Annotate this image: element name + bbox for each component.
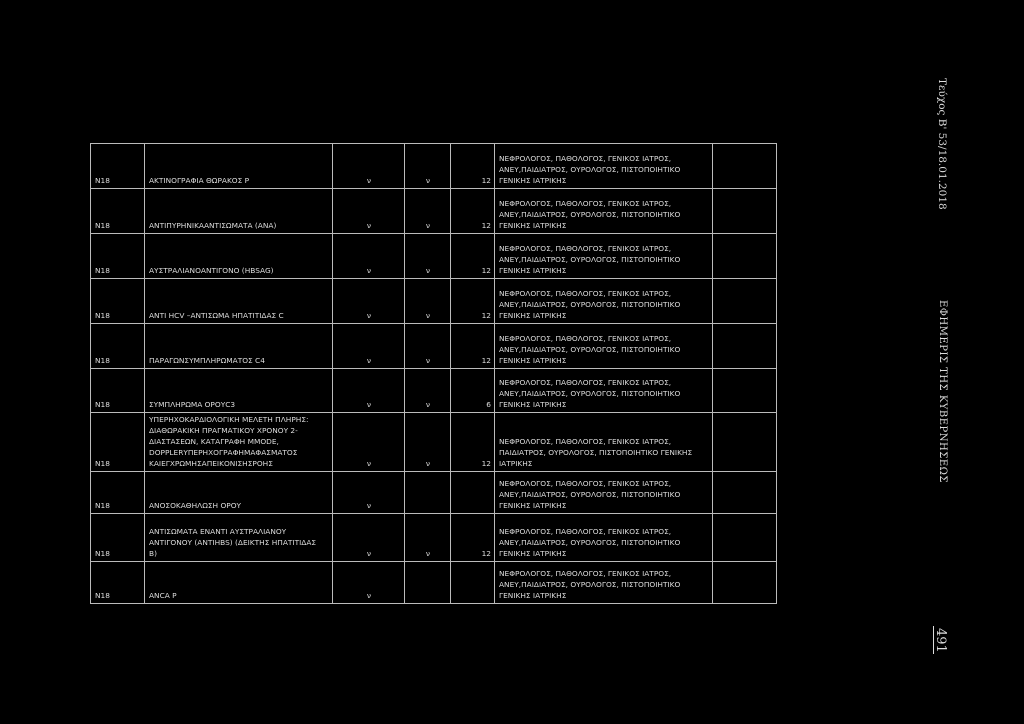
row-count: 6 xyxy=(451,369,495,413)
row-flag-b: ν xyxy=(405,234,451,279)
row-count xyxy=(451,472,495,514)
row-empty-cell xyxy=(713,189,777,234)
row-count: 12 xyxy=(451,279,495,324)
row-specialties: ΝΕΦΡΟΛΟΓΟΣ, ΠΑΘΟΛΟΓΟΣ, ΓΕΝΙΚΟΣ ΙΑΤΡΟΣ, ΑΝΕΥ,ΠΑΙΔΙΑΤΡΟΣ, ΟΥΡΟΛΟΓΟΣ, ΠΙΣΤΟΠΟΙΗΤΙΚΟ ΓΕΝΙΚΗΣ ΙΑΤΡΙΚΗΣ xyxy=(495,562,713,604)
row-code: N18 xyxy=(91,189,145,234)
row-empty-cell xyxy=(713,324,777,369)
row-empty-cell xyxy=(713,514,777,562)
row-specialties: ΝΕΦΡΟΛΟΓΟΣ, ΠΑΘΟΛΟΓΟΣ, ΓΕΝΙΚΟΣ ΙΑΤΡΟΣ, ΑΝΕΥ,ΠΑΙΔΙΑΤΡΟΣ, ΟΥΡΟΛΟΓΟΣ, ΠΙΣΤΟΠΟΙΗΤΙΚΟ ΓΕΝΙΚΗΣ ΙΑΤΡΙΚΗΣ xyxy=(495,279,713,324)
row-flag-b: ν xyxy=(405,279,451,324)
row-empty-cell xyxy=(713,562,777,604)
page-number-label: 491 xyxy=(933,628,948,653)
row-code: N18 xyxy=(91,144,145,189)
row-code: N18 xyxy=(91,279,145,324)
row-specialties: ΝΕΦΡΟΛΟΓΟΣ, ΠΑΘΟΛΟΓΟΣ, ΓΕΝΙΚΟΣ ΙΑΤΡΟΣ, ΑΝΕΥ,ΠΑΙΔΙΑΤΡΟΣ, ΟΥΡΟΛΟΓΟΣ, ΠΙΣΤΟΠΟΙΗΤΙΚΟ ΓΕΝΙΚΗΣ ΙΑΤΡΙΚΗΣ xyxy=(495,472,713,514)
table-row xyxy=(91,472,777,514)
row-exam-name: ΑΝΤΙΠΥΡΗΝΙΚΑΑΝΤΙΣΩΜΑΤΑ (ANA) xyxy=(145,189,333,234)
row-count: 12 xyxy=(451,514,495,562)
table-row xyxy=(91,324,777,369)
row-empty-cell xyxy=(713,413,777,472)
row-count: 12 xyxy=(451,324,495,369)
row-count: 12 xyxy=(451,189,495,234)
row-flag-b: ν xyxy=(405,324,451,369)
issue-label: Τεύχος Β' 53/18.01.2018 xyxy=(936,78,948,210)
row-flag-a: ν xyxy=(333,279,405,324)
row-specialties: ΝΕΦΡΟΛΟΓΟΣ, ΠΑΘΟΛΟΓΟΣ, ΓΕΝΙΚΟΣ ΙΑΤΡΟΣ, ΑΝΕΥ,ΠΑΙΔΙΑΤΡΟΣ, ΟΥΡΟΛΟΓΟΣ, ΠΙΣΤΟΠΟΙΗΤΙΚΟ ΓΕΝΙΚΗΣ ΙΑΤΡΙΚΗΣ xyxy=(495,514,713,562)
row-specialties: ΝΕΦΡΟΛΟΓΟΣ, ΠΑΘΟΛΟΓΟΣ, ΓΕΝΙΚΟΣ ΙΑΤΡΟΣ, ΑΝΕΥ,ΠΑΙΔΙΑΤΡΟΣ, ΟΥΡΟΛΟΓΟΣ, ΠΙΣΤΟΠΟΙΗΤΙΚΟ ΓΕΝΙΚΗΣ ΙΑΤΡΙΚΗΣ xyxy=(495,144,713,189)
row-code: N18 xyxy=(91,369,145,413)
row-empty-cell xyxy=(713,279,777,324)
row-exam-name: ΣΥΜΠΛΗΡΩΜΑ ΟΡΟΥC3 xyxy=(145,369,333,413)
row-code: N18 xyxy=(91,413,145,472)
table-row xyxy=(91,189,777,234)
row-exam-name: ANCA P xyxy=(145,562,333,604)
row-code: N18 xyxy=(91,234,145,279)
row-flag-b: ν xyxy=(405,514,451,562)
exam-table xyxy=(90,143,777,604)
row-flag-a: ν xyxy=(333,413,405,472)
row-flag-a: ν xyxy=(333,234,405,279)
row-count: 12 xyxy=(451,413,495,472)
row-flag-a: ν xyxy=(333,369,405,413)
row-empty-cell xyxy=(713,369,777,413)
row-flag-b xyxy=(405,472,451,514)
gazette-title: ΕΦΗΜΕΡΙΣ ΤΗΣ ΚΥΒΕΡΝΗΣΕΩΣ xyxy=(937,300,948,483)
table-row xyxy=(91,562,777,604)
row-flag-a: ν xyxy=(333,472,405,514)
row-empty-cell xyxy=(713,234,777,279)
table-row xyxy=(91,514,777,562)
table-row xyxy=(91,234,777,279)
row-code: N18 xyxy=(91,514,145,562)
table-row xyxy=(91,369,777,413)
row-count: 12 xyxy=(451,144,495,189)
row-exam-name: ΥΠΕΡΗΧΟΚΑΡΔΙΟΛΟΓΙΚΗ ΜΕΛΕΤΗ ΠΛΗΡΗΣ: ΔΙΑΘΩΡΑΚΙΚΗ ΠΡΑΓΜΑΤΙΚΟΥ ΧΡΟΝΟΥ 2- ΔΙΑΣΤΑΣΕΩΝ, ΚΑΤΑΓΡΑΦΗ MMODE, DOPPLERΥΠΕΡΗΧΟΓΡΑΦΗΜΑΦΑΣΜΑΤΟΣ ΚΑΙΕΓΧΡΩΜΗΣΑΠΕΙΚΟΝΙΣΗΣΡΟΗΣ xyxy=(145,413,333,472)
table-row xyxy=(91,144,777,189)
table-body xyxy=(91,144,777,604)
row-flag-b xyxy=(405,562,451,604)
row-specialties: ΝΕΦΡΟΛΟΓΟΣ, ΠΑΘΟΛΟΓΟΣ, ΓΕΝΙΚΟΣ ΙΑΤΡΟΣ, ΠΑΙΔΙΑΤΡΟΣ, ΟΥΡΟΛΟΓΟΣ, ΠΙΣΤΟΠΟΙΗΤΙΚΟ ΓΕΝΙΚΗΣ ΙΑΤΡΙΚΗΣ xyxy=(495,413,713,472)
row-exam-name: ΑΝΤΙΣΩΜΑΤΑ ΕΝΑΝΤΙ ΑΥΣΤΡΑΛΙΑΝΟΥ ΑΝΤΙΓΟΝΟΥ (ANTIHBS) (ΔΕΙΚΤΗΣ ΗΠΑΤΙΤΙΔΑΣ B) xyxy=(145,514,333,562)
row-specialties: ΝΕΦΡΟΛΟΓΟΣ, ΠΑΘΟΛΟΓΟΣ, ΓΕΝΙΚΟΣ ΙΑΤΡΟΣ, ΑΝΕΥ,ΠΑΙΔΙΑΤΡΟΣ, ΟΥΡΟΛΟΓΟΣ, ΠΙΣΤΟΠΟΙΗΤΙΚΟ ΓΕΝΙΚΗΣ ΙΑΤΡΙΚΗΣ xyxy=(495,189,713,234)
row-exam-name: ΑΝΟΣΟΚΑΘΗΛΩΣΗ ΟΡΟΥ xyxy=(145,472,333,514)
row-count xyxy=(451,562,495,604)
row-flag-a: ν xyxy=(333,144,405,189)
row-exam-name: ΑΥΣΤΡΑΛΙΑΝΟΑΝΤΙΓΟΝΟ (HBSAG) xyxy=(145,234,333,279)
row-flag-a: ν xyxy=(333,189,405,234)
row-code: N18 xyxy=(91,324,145,369)
row-specialties: ΝΕΦΡΟΛΟΓΟΣ, ΠΑΘΟΛΟΓΟΣ, ΓΕΝΙΚΟΣ ΙΑΤΡΟΣ, ΑΝΕΥ,ΠΑΙΔΙΑΤΡΟΣ, ΟΥΡΟΛΟΓΟΣ, ΠΙΣΤΟΠΟΙΗΤΙΚΟ ΓΕΝΙΚΗΣ ΙΑΤΡΙΚΗΣ xyxy=(495,324,713,369)
row-empty-cell xyxy=(713,144,777,189)
row-empty-cell xyxy=(713,472,777,514)
row-exam-name: ANTI HCV –ΑΝΤΙΣΩΜΑ ΗΠΑΤΙΤΙΔΑΣ C xyxy=(145,279,333,324)
table-row xyxy=(91,279,777,324)
row-flag-a: ν xyxy=(333,562,405,604)
row-flag-b: ν xyxy=(405,369,451,413)
row-flag-b: ν xyxy=(405,144,451,189)
row-specialties: ΝΕΦΡΟΛΟΓΟΣ, ΠΑΘΟΛΟΓΟΣ, ΓΕΝΙΚΟΣ ΙΑΤΡΟΣ, ΑΝΕΥ,ΠΑΙΔΙΑΤΡΟΣ, ΟΥΡΟΛΟΓΟΣ, ΠΙΣΤΟΠΟΙΗΤΙΚΟ ΓΕΝΙΚΗΣ ΙΑΤΡΙΚΗΣ xyxy=(495,369,713,413)
row-exam-name: ΠΑΡΑΓΩΝΣΥΜΠΛΗΡΩΜΑΤΟΣ C4 xyxy=(145,324,333,369)
row-flag-b: ν xyxy=(405,413,451,472)
row-code: N18 xyxy=(91,472,145,514)
row-flag-a: ν xyxy=(333,514,405,562)
table-row xyxy=(91,413,777,472)
row-flag-a: ν xyxy=(333,324,405,369)
row-flag-b: ν xyxy=(405,189,451,234)
row-specialties: ΝΕΦΡΟΛΟΓΟΣ, ΠΑΘΟΛΟΓΟΣ, ΓΕΝΙΚΟΣ ΙΑΤΡΟΣ, ΑΝΕΥ,ΠΑΙΔΙΑΤΡΟΣ, ΟΥΡΟΛΟΓΟΣ, ΠΙΣΤΟΠΟΙΗΤΙΚΟ ΓΕΝΙΚΗΣ ΙΑΤΡΙΚΗΣ xyxy=(495,234,713,279)
row-code: N18 xyxy=(91,562,145,604)
row-count: 12 xyxy=(451,234,495,279)
row-exam-name: ΑΚΤΙΝΟΓΡΑΦΙΑ ΘΩΡΑΚΟΣ Ρ xyxy=(145,144,333,189)
